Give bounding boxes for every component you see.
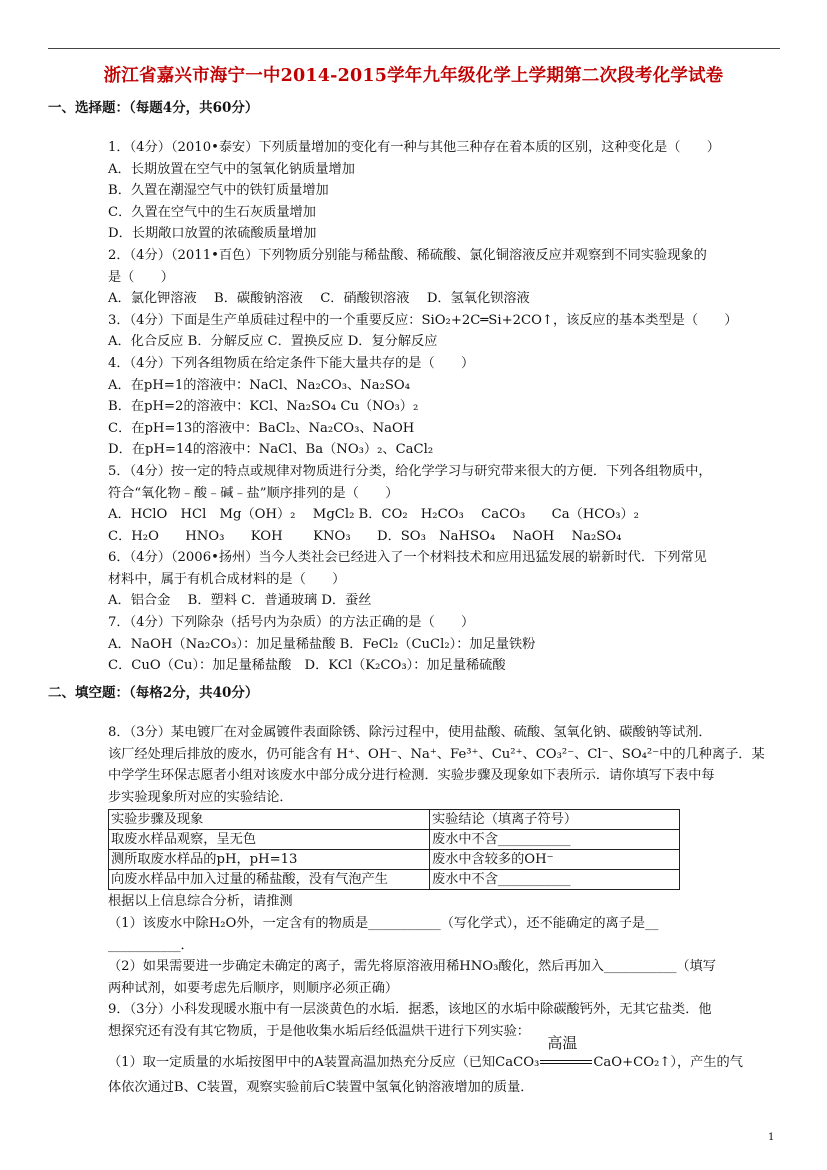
section-fill-heading: 二、填空题：（每格2分，共40分） — [48, 685, 259, 701]
text-line: 6．（4分）（2006•扬州）当今人类社会已经进入了一个材料技术和应用迅猛发展的崭新时代．下列常见 — [108, 550, 707, 566]
text-line: A．NaOH（Na₂CO₃）：加足量稀盐酸 B．FeCl₂（CuCl₂）：加足量铁粉 — [108, 636, 536, 652]
text-line: A．铝合金 B．塑料 C．普通玻璃 D．蚕丝 — [108, 593, 372, 609]
text-line: B．在pH=2的溶液中：KCl、Na₂SO₄ Cu（NO₃）₂ — [108, 399, 419, 415]
table-row — [109, 870, 680, 890]
text-line: D．在pH=14的溶液中：NaCl、Ba（NO₃）₂、CaCl₂ — [108, 442, 434, 458]
table-cell: 取废水样品观察，呈无色 — [109, 830, 430, 850]
text-line: 步实验现象所对应的实验结论． — [108, 789, 293, 805]
text-line: A．在pH=1的溶液中：NaCl、Na₂CO₃、Na₂SO₄ — [108, 377, 410, 393]
text-line: 材料中，属于有机合成材料的是（ ） — [108, 571, 346, 587]
text-line: 体依次通过B、C装置，观察实验前后C装置中氢氧化钠溶液增加的质量． — [108, 1079, 534, 1095]
text-line: 两种试剂，如要考虑先后顺序，则顺序必须正确） — [108, 980, 399, 996]
table-cell: 测所取废水样品的pH，pH=13 — [109, 850, 430, 870]
text-line: 根据以上信息综合分析，请推测 — [108, 894, 293, 910]
text-line: 1．（4分）（2010•泰安）下列质量增加的变化有一种与其他三种存在着本质的区别，这种变化是（ ） — [108, 140, 720, 155]
table-header-cell: 实验结论（填离子符号） — [430, 810, 680, 830]
text-line: C．在pH=13的溶液中：BaCl₂、Na₂CO₃、NaOH — [108, 420, 415, 436]
text-line: 5．（4分）按一定的特点或规律对物质进行分类，给化学学习与研究带来很大的方便．下列各组物质中， — [108, 463, 712, 479]
text-line: D．长期敞口放置的浓硫酸质量增加 — [108, 226, 317, 242]
header-rule — [48, 48, 780, 49]
text-line: C．CuO（Cu）：加足量稀盐酸 D．KCl（K₂CO₃）：加足量稀硫酸 — [108, 658, 506, 674]
table-cell: 废水中不含___________ — [430, 830, 680, 850]
text-line: ___________． — [108, 937, 194, 953]
text-line: A．HClO HCl Mg（OH）₂ MgCl₂ B．CO₂ H₂CO₃ CaCO₃ Ca（HCO₃）₂ — [108, 507, 639, 523]
page-title: 浙江省嘉兴市海宁一中2014-2015学年九年级化学上学期第二次段考化学试卷 — [103, 66, 724, 86]
text-line: 是（ ） — [108, 269, 174, 285]
text-line: 想探究还有没有其它物质，于是他收集水垢后经低温烘干进行下列实验： — [108, 1023, 530, 1039]
experiment-table — [108, 809, 680, 890]
table-row — [109, 850, 680, 870]
table-cell: 废水中含较多的OH⁻ — [430, 850, 680, 870]
table-cell: 向废水样品中加入过量的稀盐酸，没有气泡产生 — [109, 870, 430, 890]
text-line: C．H₂O HNO₃ KOH KNO₃ D．SO₃ NaHSO₄ NaOH Na₂SO₄ — [108, 528, 622, 544]
text-line: （2）如果需要进一步确定未确定的离子，需先将原溶液用稀HNO₃酸化，然后再加入___________（填写 — [108, 959, 716, 975]
table-header-row — [109, 810, 680, 830]
condition-label: 高温 — [547, 1033, 578, 1052]
table-header-cell: 实验步骤及现象 — [109, 810, 430, 830]
text-line: A．长期放置在空气中的氢氧化钠质量增加 — [108, 161, 355, 177]
text-line: C．久置在空气中的生石灰质量增加 — [108, 204, 316, 220]
text-line: 中学学生环保志愿者小组对该废水中部分成分进行检测．实验步骤及现象如下表所示．请你填写下表中每 — [108, 768, 715, 784]
text-line: 9．（3分）小科发现暖水瓶中有一层淡黄色的水垢．据悉，该地区的水垢中除碳酸钙外，无其它盐类．他 — [108, 1002, 712, 1018]
text-line: B．久置在潮湿空气中的铁钉质量增加 — [108, 183, 329, 199]
choice-questions — [108, 137, 778, 677]
q9-formula-line — [108, 1033, 778, 1077]
formula-text: CaO+CO₂↑），产生的气 — [593, 1054, 743, 1070]
text-line: 2．（4分）（2011•百色）下列物质分别能与稀盐酸、稀硫酸、氯化铜溶液反应并观察到不同实验现象的 — [108, 247, 707, 263]
text-line: 7．（4分）下列除杂（括号内为杂质）的方法正确的是（ ） — [108, 615, 475, 631]
text-line: A．氯化钾溶液 B．碳酸钠溶液 C．硝酸钡溶液 D．氢氧化钡溶液 — [108, 291, 530, 307]
text-line: A．化合反应 B．分解反应 C．置换反应 D．复分解反应 — [108, 334, 438, 350]
table-cell: 废水中不含___________ — [430, 870, 680, 890]
table-row — [109, 830, 680, 850]
text-line: （1）该废水中除H₂O外，一定含有的物质是___________（写化学式），还不能确定的离子是__ — [108, 915, 659, 931]
text-line: 3．（4分）下面是生产单质硅过程中的一个重要反应：SiO₂+2C═Si+2CO↑，该反应的基本类型是（ ） — [108, 312, 738, 328]
reaction-condition — [539, 1033, 593, 1083]
text-line: 4．（4分）下列各组物质在给定条件下能大量共存的是（ ） — [108, 355, 475, 371]
text-line: 8．（3分）某电镀厂在对金属镀件表面除锈、除污过程中，使用盐酸、硫酸、氢氧化钠、碳酸钠等试剂． — [108, 725, 712, 740]
fill-questions — [108, 722, 778, 1098]
page-number: 1 — [768, 1132, 775, 1143]
text-line: 该厂经处理后排放的废水，仍可能含有 H⁺、OH⁻、Na⁺、Fe³⁺、Cu²⁺、CO₃²⁻、Cl⁻、SO₄²⁻中的几种离子．某 — [108, 746, 765, 762]
text-line: 符合“氧化物﹣酸﹣碱﹣盐”顺序排列的是（ ） — [108, 485, 399, 501]
formula-text: （1）取一定质量的水垢按图甲中的A装置高温加热充分反应（已知CaCO₃ — [108, 1054, 540, 1070]
section-choice-heading: 一、选择题：（每题4分，共60分） — [48, 100, 259, 116]
